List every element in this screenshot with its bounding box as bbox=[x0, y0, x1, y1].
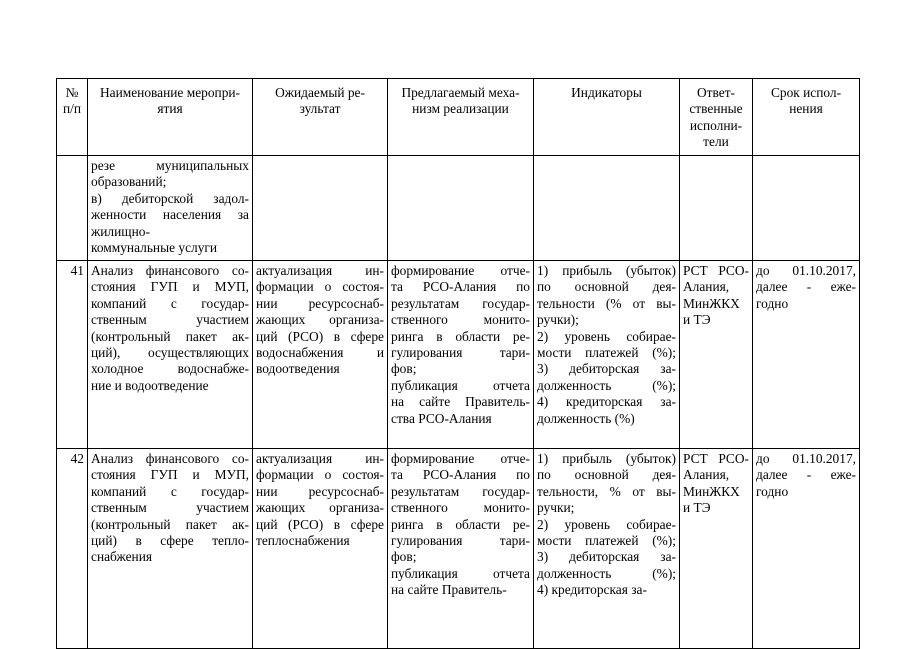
cell-line: гулирования тари- bbox=[391, 533, 530, 549]
cell-line: мости платежей (%); bbox=[537, 533, 676, 549]
cell-line: МинЖКХ bbox=[683, 483, 740, 499]
cell-line: мости платежей (%); bbox=[537, 345, 676, 361]
header-result bbox=[253, 79, 388, 156]
cell-mechanism bbox=[388, 449, 534, 649]
cell-line: результатам государ- bbox=[391, 483, 530, 499]
cell-line: тельности (% от вы- bbox=[537, 295, 676, 311]
cell-line: зультат bbox=[299, 101, 341, 117]
cell-line: гулирования тари- bbox=[391, 345, 530, 361]
cell-line: теплоснабжения bbox=[256, 533, 350, 549]
cell-line: по основной дея- bbox=[537, 467, 676, 483]
cell-line: Предлагаемый меха- bbox=[401, 85, 520, 100]
cell-line: Срок испол- bbox=[770, 85, 842, 100]
cell-line: водоснабжения и bbox=[256, 345, 384, 361]
cell-deadline bbox=[753, 156, 860, 261]
cell-line: снабжения bbox=[91, 549, 153, 565]
header-indicators bbox=[534, 79, 680, 156]
cell-line: образований; bbox=[91, 174, 167, 190]
cell-line: до 01.10.2017, bbox=[756, 451, 856, 466]
cell-line: тели bbox=[703, 134, 729, 150]
cell-line: результатам государ- bbox=[391, 295, 530, 311]
cell-line: компаний с государ- bbox=[91, 295, 249, 311]
cell-name bbox=[88, 449, 253, 649]
cell-line: РСТ РСО- bbox=[683, 263, 749, 278]
cell-line: жилищно- bbox=[91, 223, 150, 239]
cell-line: до 01.10.2017, bbox=[756, 263, 856, 278]
cell-line: в) дебиторской задол- bbox=[91, 190, 249, 206]
cell-line: РСТ РСО- bbox=[683, 451, 749, 466]
cell-responsible bbox=[680, 156, 753, 261]
cell-line: Ожидаемый ре- bbox=[275, 85, 365, 100]
cell-line: ственным участием bbox=[91, 312, 249, 328]
cell-line: 3) дебиторская за- bbox=[537, 549, 676, 565]
cell-line: № bbox=[65, 85, 79, 100]
cell-line: нии ресурсоснаб- bbox=[256, 295, 384, 311]
cell-line: МинЖКХ bbox=[683, 295, 740, 311]
cell-line: нии ресурсоснаб- bbox=[256, 483, 384, 499]
cell-line: и ТЭ bbox=[683, 500, 711, 516]
cell-line: формирование отче- bbox=[391, 451, 530, 466]
cell-line: формации о состоя- bbox=[256, 279, 384, 295]
cell-line: ственного монито- bbox=[391, 500, 530, 516]
cell-line: низм реализации bbox=[412, 101, 509, 117]
cell-line: по основной дея- bbox=[537, 279, 676, 295]
cell-line: ства РСО-Алания bbox=[391, 410, 492, 426]
table-row bbox=[57, 261, 860, 449]
cell-indicators bbox=[534, 449, 680, 649]
cell-name bbox=[88, 156, 253, 261]
cell-line: 2) уровень собирае- bbox=[537, 328, 676, 344]
cell-line: Анализ финансового со- bbox=[91, 263, 249, 278]
cell-line: Ответ- bbox=[696, 85, 736, 100]
cell-line: 2) уровень собирае- bbox=[537, 516, 676, 532]
cell-line: актуализация ин- bbox=[256, 263, 384, 278]
cell-responsible bbox=[680, 449, 753, 649]
cell-line: далее - еже- bbox=[756, 279, 856, 295]
cell-line: публикация отчета bbox=[391, 565, 530, 581]
cell-line: стояния ГУП и МУП, bbox=[91, 279, 249, 295]
table-row bbox=[57, 449, 860, 649]
cell-line: формации о состоя- bbox=[256, 467, 384, 483]
header-responsible bbox=[680, 79, 753, 156]
cell-line: публикация отчета bbox=[391, 377, 530, 393]
table-header-row bbox=[57, 79, 860, 156]
cell-line: (контрольный пакет ак- bbox=[91, 516, 249, 532]
cell-mechanism bbox=[388, 156, 534, 261]
cell-line: ций (РСО) в сфере bbox=[256, 516, 384, 532]
cell-line: исполни- bbox=[689, 117, 743, 133]
cell-line: тельности, % от вы- bbox=[537, 483, 676, 499]
cell-line: водоотведения bbox=[256, 361, 340, 377]
cell-line: коммунальные услуги bbox=[91, 240, 218, 256]
cell-line: стояния ГУП и МУП, bbox=[91, 467, 249, 483]
cell-indicators bbox=[534, 261, 680, 449]
cell-line: фов; bbox=[391, 549, 417, 565]
cell-line: Наименование меропри- bbox=[99, 85, 241, 100]
header-deadline bbox=[753, 79, 860, 156]
cell-line: 1) прибыль (убыток) bbox=[537, 451, 676, 466]
cell-line: ций) в сфере тепло- bbox=[91, 533, 249, 549]
cell-result bbox=[253, 449, 388, 649]
cell-num: 41 bbox=[57, 261, 88, 449]
cell-line: ручки); bbox=[537, 312, 579, 328]
cell-line: женности населения за bbox=[91, 207, 249, 223]
cell-result bbox=[253, 156, 388, 261]
cell-mechanism bbox=[388, 261, 534, 449]
cell-line: долженность (%) bbox=[537, 410, 635, 426]
cell-line: ручки; bbox=[537, 500, 575, 516]
cell-line: ятия bbox=[157, 101, 183, 117]
cell-line: Алания, bbox=[683, 279, 730, 295]
header-name bbox=[88, 79, 253, 156]
cell-line: п/п bbox=[62, 101, 82, 117]
cell-line: и ТЭ bbox=[683, 312, 711, 328]
cell-line: Анализ финансового со- bbox=[91, 451, 249, 466]
cell-line: на сайте Правитель- bbox=[391, 582, 507, 598]
cell-num bbox=[57, 156, 88, 261]
table-row-continuation bbox=[57, 156, 860, 261]
measures-table bbox=[56, 78, 860, 649]
cell-responsible bbox=[680, 261, 753, 449]
cell-line: 4) кредиторская за- bbox=[537, 394, 676, 410]
cell-line: холодное водоснабже- bbox=[91, 361, 249, 377]
cell-line: та РСО-Алания по bbox=[391, 279, 530, 295]
cell-line: ринга в области ре- bbox=[391, 516, 530, 532]
cell-line: компаний с государ- bbox=[91, 483, 249, 499]
cell-deadline bbox=[753, 261, 860, 449]
header-mechanism bbox=[388, 79, 534, 156]
cell-line: нения bbox=[789, 101, 823, 117]
cell-line: ций (РСО) в сфере bbox=[256, 328, 384, 344]
cell-name bbox=[88, 261, 253, 449]
cell-line: Алания, bbox=[683, 467, 730, 483]
cell-line: ственного монито- bbox=[391, 312, 530, 328]
cell-line: ций), осуществляющих bbox=[91, 345, 249, 361]
cell-line: актуализация ин- bbox=[256, 451, 384, 466]
cell-line: жающих организа- bbox=[256, 312, 384, 328]
cell-line: 1) прибыль (убыток) bbox=[537, 263, 676, 278]
cell-line: та РСО-Алания по bbox=[391, 467, 530, 483]
cell-line: годно bbox=[756, 483, 789, 499]
cell-line: формирование отче- bbox=[391, 263, 530, 278]
cell-line: на сайте Правитель- bbox=[391, 394, 530, 410]
cell-line: ственным участием bbox=[91, 500, 249, 516]
cell-line: 4) кредиторская за- bbox=[537, 582, 647, 598]
cell-line: годно bbox=[756, 295, 789, 311]
cell-line: ственные bbox=[689, 101, 743, 117]
cell-line: ринга в области ре- bbox=[391, 328, 530, 344]
cell-line: (контрольный пакет ак- bbox=[91, 328, 249, 344]
cell-line: фов; bbox=[391, 361, 417, 377]
cell-num: 42 bbox=[57, 449, 88, 649]
cell-line: долженность (%); bbox=[537, 377, 676, 393]
cell-line: 3) дебиторская за- bbox=[537, 361, 676, 377]
cell-line: долженность (%); bbox=[537, 565, 676, 581]
header-num bbox=[57, 79, 88, 156]
cell-line: жающих организа- bbox=[256, 500, 384, 516]
cell-indicators bbox=[534, 156, 680, 261]
cell-deadline bbox=[753, 449, 860, 649]
cell-line: Индикаторы bbox=[571, 85, 642, 100]
cell-result bbox=[253, 261, 388, 449]
cell-line: далее - еже- bbox=[756, 467, 856, 483]
cell-line: резе муниципальных bbox=[91, 158, 249, 173]
cell-line: ние и водоотведение bbox=[91, 377, 209, 393]
